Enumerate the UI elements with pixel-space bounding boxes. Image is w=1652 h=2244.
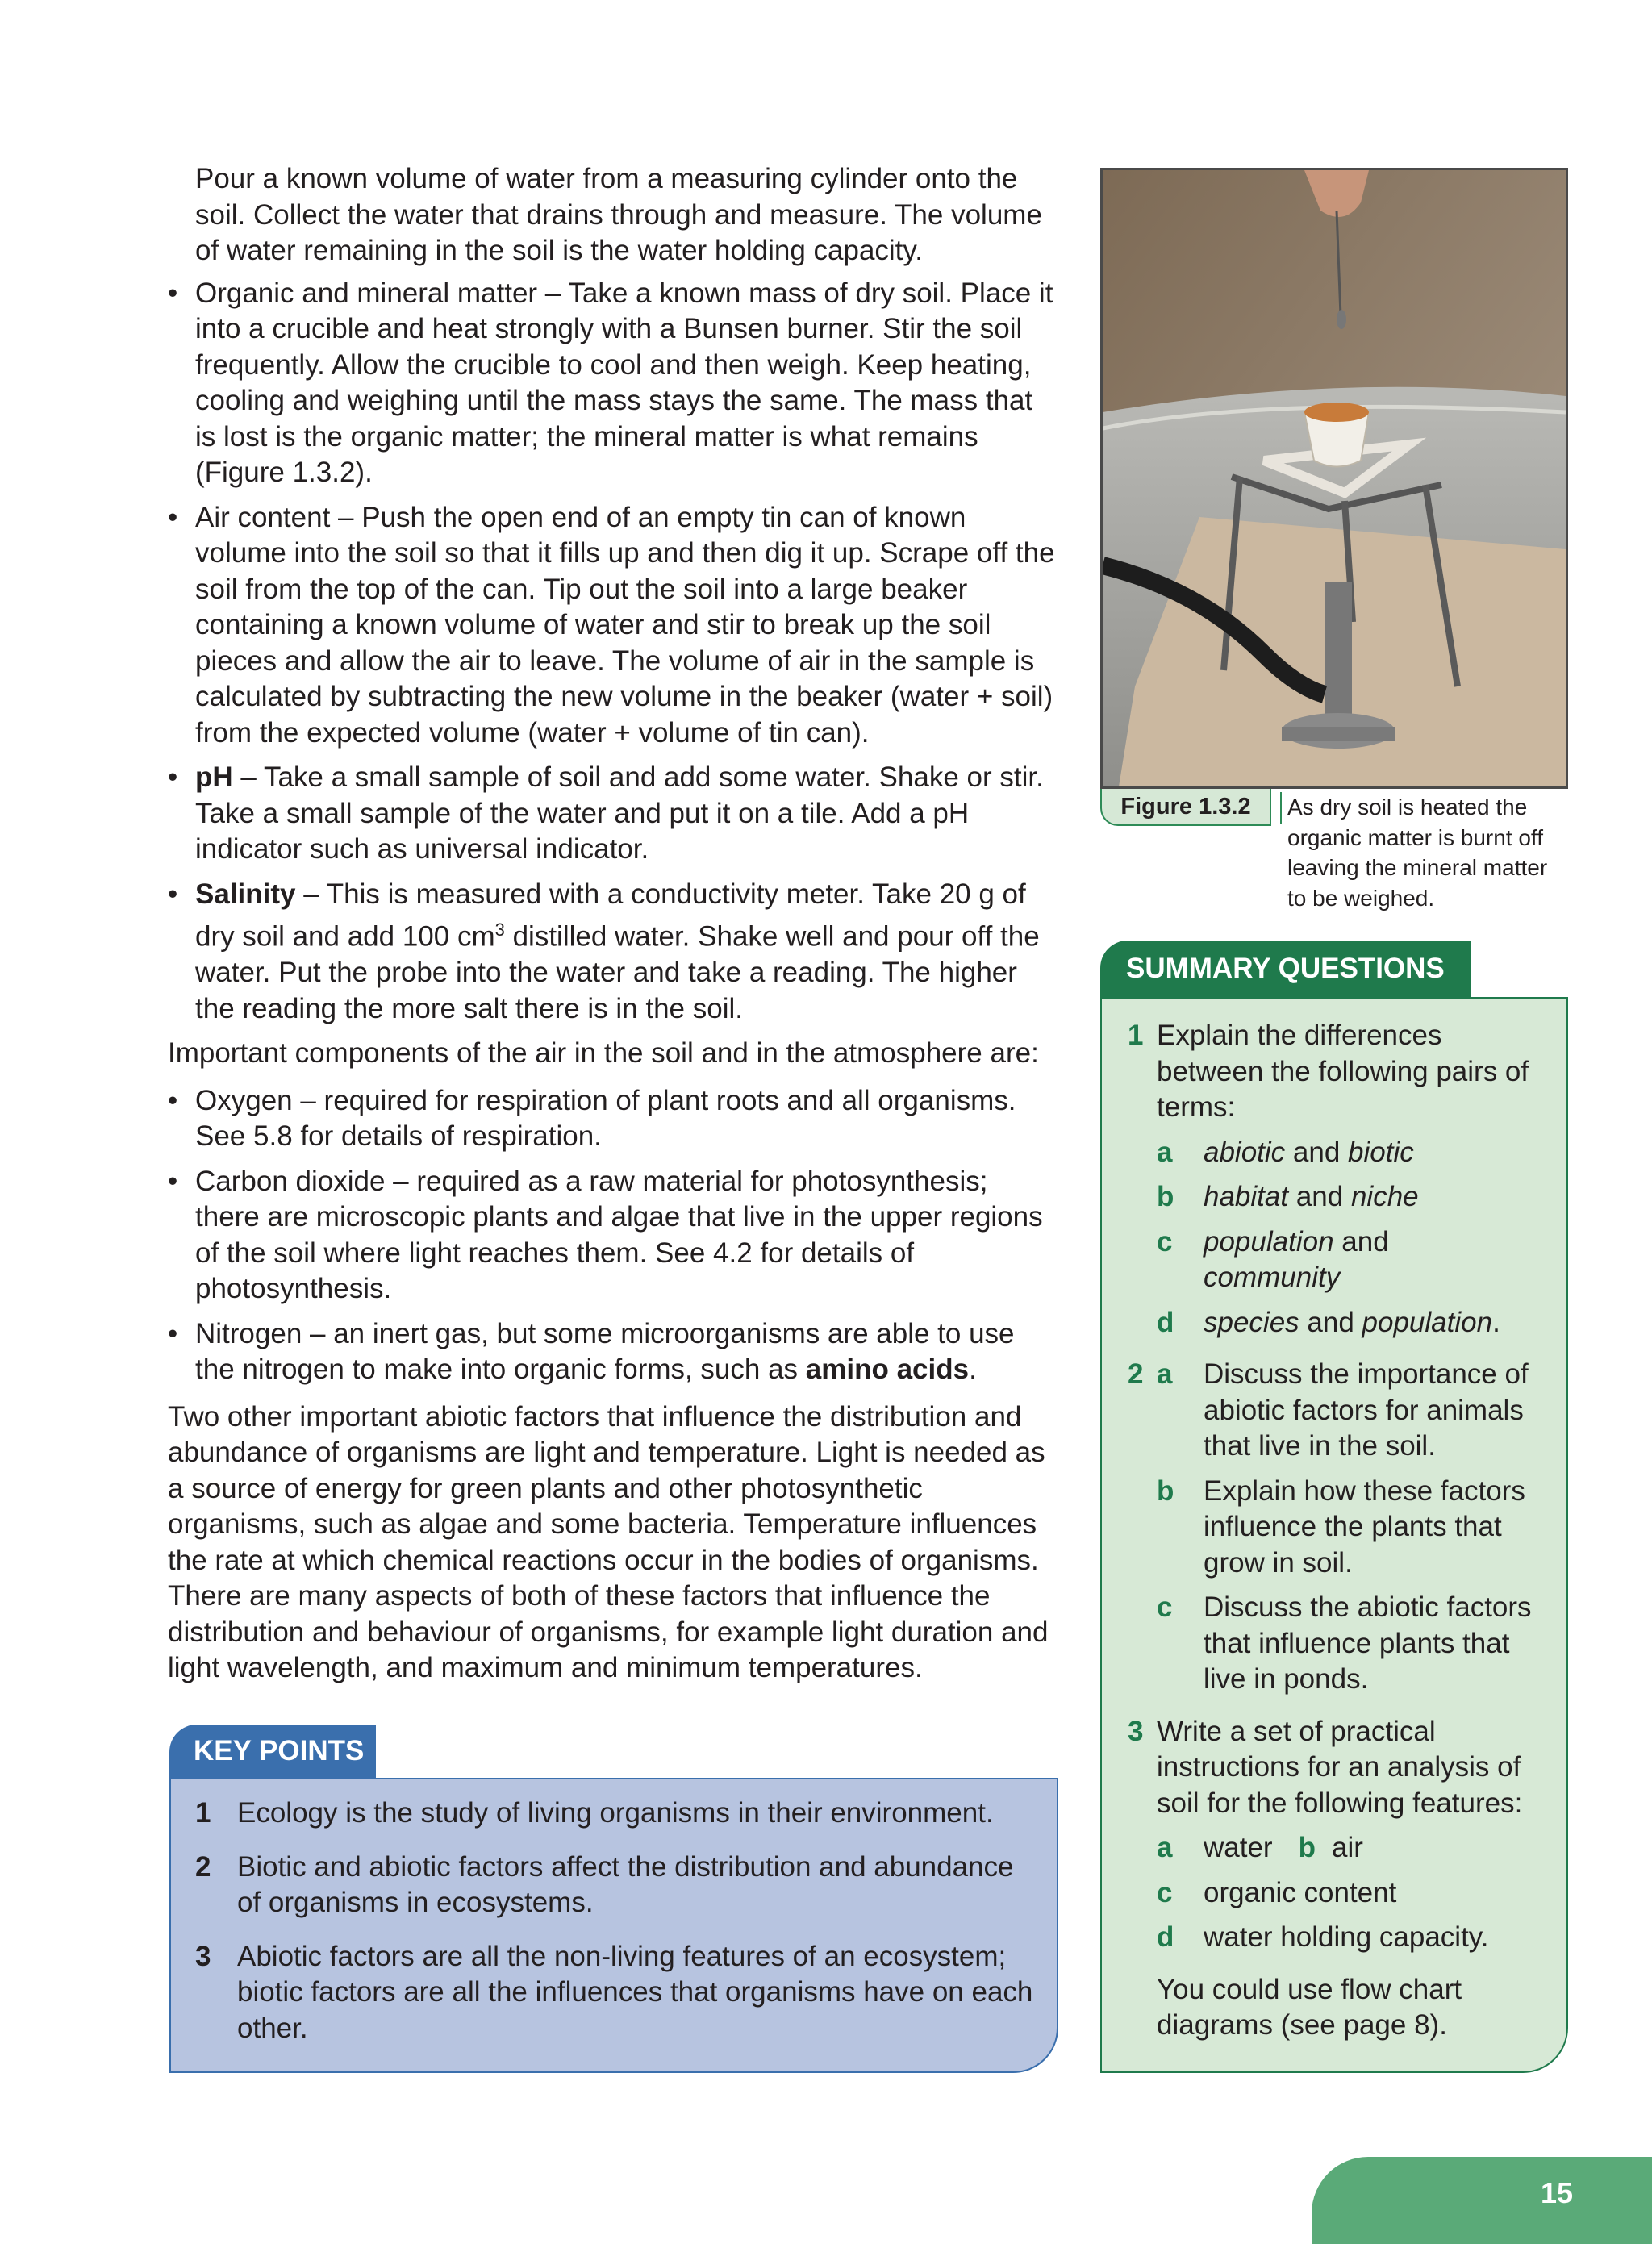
sub-letter: b	[1157, 1474, 1174, 1507]
sub-letter: b	[1157, 1181, 1174, 1212]
bullet-text: Carbon dioxide – required as a raw material for photosynthesis; there are microscopic plants and algae that live in the upper regions of the soil where light reaches them. See 4.2 for details of photosynthesis.	[195, 1165, 1043, 1305]
term: population	[1204, 1225, 1334, 1258]
sub-question	[1128, 1357, 1547, 1465]
term: niche	[1350, 1181, 1419, 1212]
list-item	[168, 500, 1055, 752]
bullet-term: amino acids	[805, 1353, 970, 1386]
closing-paragraph: Two other important abiotic factors that influence the distribution and abundance of organisms are light and temperature. Light is needed as a source of energy for green plants and other photosynthetic organisms, such as algae and some bacteria. Temperature influences the rate at which chemical reactions occur in the bodies of organisms. There are many aspects of both of these factors that influence the distribution and behaviour of organisms, for example light duration and light wavelength, and maximum and minimum temperatures.	[168, 1400, 1049, 1684]
connector: and	[1333, 1225, 1389, 1258]
list-item	[195, 1850, 1034, 1921]
question-note: You could use flow chart diagrams (see page 8).	[1157, 1973, 1462, 2041]
intro-continuation: Pour a known volume of water from a measuring cylinder onto the soil. Collect the water that drains through and measure. The volume of water remaining in the soil is the water holding capacity.	[195, 163, 1042, 266]
connector: and	[1299, 1306, 1362, 1338]
question-text: Explain the differences between the following pairs of terms:	[1157, 1020, 1529, 1123]
sub-text: Discuss the importance of abiotic factors for animals that live in the soil.	[1204, 1358, 1529, 1462]
sub-question	[1157, 1179, 1547, 1216]
connector: and	[1285, 1136, 1349, 1168]
summary-questions-title: SUMMARY QUESTIONS	[1100, 941, 1471, 997]
list-item	[168, 1083, 1055, 1155]
bullet-text: .	[969, 1353, 977, 1386]
item-text: Ecology is the study of living organisms in their environment.	[237, 1797, 994, 1829]
list-item	[168, 877, 1055, 1028]
list-item	[168, 760, 1055, 868]
bullet-text: – This is measured with a conductivity meter. Take 20 g of dry soil and add 100 cm	[195, 878, 1026, 953]
list-item	[168, 1164, 1055, 1308]
connector: and	[1288, 1181, 1351, 1212]
bullet-text: distilled water. Shake well and pour off the water. Put the probe into the water and take a reading. The higher the reading the more salt there is in the soil.	[195, 920, 1040, 1024]
sub-letter: d	[1157, 1921, 1174, 1953]
main-column	[168, 161, 1055, 1687]
sub-text: Explain how these factors influence the plants that grow in soil.	[1204, 1474, 1525, 1579]
sub-letter: c	[1157, 1225, 1173, 1258]
bullet-text: Nitrogen – an inert gas, but some microorganisms are able to use the nitrogen to make into organic forms, such as	[195, 1317, 1015, 1386]
item-text: Abiotic factors are all the non-living features of an ecosystem; biotic factors are all the influences that organisms have on each other.	[237, 1940, 1033, 2044]
sub-letter: a	[1157, 1358, 1173, 1390]
question-2	[1128, 1357, 1547, 1698]
sub-question	[1157, 1305, 1547, 1341]
caption-divider	[1280, 792, 1282, 824]
page-number-tab	[1312, 2157, 1652, 2244]
sub-question	[1157, 1590, 1547, 1698]
key-points-title: KEY POINTS	[169, 1725, 376, 1778]
term: habitat	[1204, 1181, 1289, 1212]
soil-tests-list	[168, 276, 1055, 1028]
superscript: 3	[494, 920, 505, 940]
sub-letter: d	[1157, 1306, 1174, 1338]
sub-question	[1157, 1830, 1547, 1867]
bullet-text: Air content – Push the open end of an empty tin can of known volume into the soil so that it fills up and then dig it up. Scrape off the soil from the top of the can. Tip out the soil into a large beaker containing a known volume of water and stir to break up the soil pieces and allow the air to leave. The volume of air in the sample is calculated by subtracting the new volume in the beaker (water + soil) from the expected volume (water + volume of tin can).	[195, 501, 1055, 749]
sub-letter: b	[1298, 1832, 1316, 1863]
question-number: 1	[1128, 1020, 1144, 1051]
sub-question	[1157, 1474, 1547, 1582]
bullet-term: pH	[195, 761, 233, 793]
air-components-list	[168, 1083, 1055, 1388]
key-points-list	[195, 1796, 1034, 2064]
list-item	[168, 276, 1055, 491]
question-number: 3	[1128, 1715, 1144, 1747]
term: biotic	[1348, 1136, 1414, 1168]
sub-question	[1157, 1875, 1547, 1912]
sub-text: water holding capacity.	[1204, 1921, 1489, 1953]
sub-question	[1157, 1224, 1547, 1296]
term: community	[1204, 1262, 1341, 1293]
question-1	[1128, 1018, 1547, 1341]
item-number: 1	[195, 1797, 211, 1829]
summary-questions-list	[1128, 1018, 1547, 2044]
sub-letter: a	[1157, 1136, 1173, 1168]
sub-text: air	[1331, 1832, 1363, 1863]
term: population	[1362, 1306, 1493, 1338]
list-item	[195, 1796, 1034, 1832]
sub-text: water	[1204, 1832, 1273, 1863]
sub-text: Discuss the abiotic factors that influence plants that live in ponds.	[1204, 1591, 1532, 1695]
sub-question	[1157, 1135, 1547, 1171]
bunsen-burner-illustration	[1103, 170, 1566, 786]
question-3	[1128, 1714, 1547, 2044]
figure-label: Figure 1.3.2	[1100, 789, 1271, 826]
item-number: 3	[195, 1940, 211, 1972]
sub-text: organic content	[1204, 1876, 1397, 1908]
figure-photo	[1100, 168, 1568, 789]
sub-letter: c	[1157, 1591, 1173, 1623]
item-number: 2	[195, 1850, 211, 1883]
sub-letter: a	[1157, 1832, 1173, 1863]
bullet-text: Organic and mineral matter – Take a known mass of dry soil. Place it into a crucible and heat strongly with a Bunsen burner. Stir the soil frequently. Allow the crucible to cool and then weigh. Keep heating, cooling and weighing until the mass stays the same. The mass that is lost is the organic matter; the mineral matter is what remains (Figure 1.3.2).	[195, 277, 1053, 488]
term: species	[1204, 1306, 1299, 1338]
list-item	[168, 1316, 1055, 1388]
bullet-term: Salinity	[195, 878, 296, 910]
figure-caption: As dry soil is heated the organic matter is burnt off leaving the mineral matter to be weighed.	[1287, 795, 1548, 911]
question-text: Write a set of practical instructions for an analysis of soil for the following features:	[1157, 1715, 1523, 1819]
item-text: Biotic and abiotic factors affect the distribution and abundance of organisms in ecosystems.	[237, 1850, 1014, 1918]
bullet-text: Oxygen – required for respiration of plant roots and all organisms. See 5.8 for details of respiration.	[195, 1084, 1016, 1153]
punctuation: .	[1492, 1306, 1500, 1338]
sub-letter: c	[1157, 1876, 1173, 1908]
sub-question	[1157, 1920, 1547, 1956]
term: abiotic	[1204, 1136, 1286, 1168]
question-number: 2	[1128, 1358, 1144, 1390]
list-item	[195, 1939, 1034, 2047]
page-number: 15	[1540, 2176, 1574, 2209]
air-intro: Important components of the air in the soil and in the atmosphere are:	[168, 1037, 1039, 1070]
bullet-text: – Take a small sample of soil and add some water. Shake or stir. Take a small sample of the water and put it on a tile. Add a pH indicator such as universal indicator.	[195, 761, 1044, 865]
